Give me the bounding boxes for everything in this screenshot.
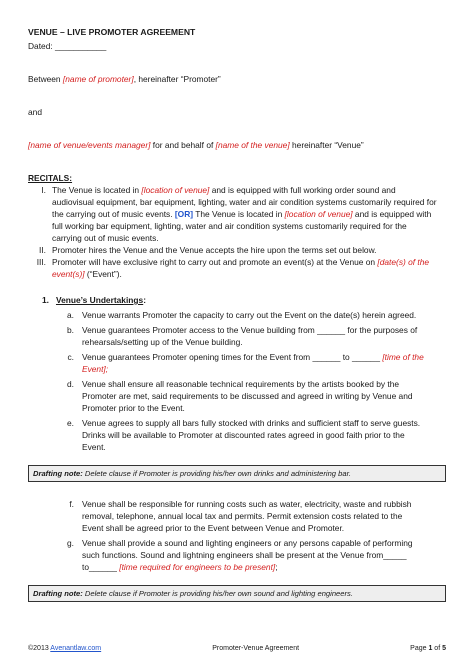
- between-line: Between [name of promoter], hereinafter “Promoter”: [28, 74, 221, 84]
- clause-item: b. Venue guarantees Promoter access to the Venue building from ______ for the purposes of rehearsals/setting up of the Venue building.: [67, 325, 418, 347]
- event-date-placeholder: [date(s) of the event(s)]: [52, 257, 430, 279]
- engineer-time-placeholder: [time required for engineers to be present]: [119, 562, 276, 572]
- section-heading: 1. Venue’s Undertakings:: [42, 295, 146, 305]
- recital-item: I. The Venue is located in [location of venue] and is equipped with full working order sound and audiovisual equipment, bar equipment, lighting, water and air condition systems customarily required for the carrying out of music events. [OR] The Venue is located in [location of venue] and is equipped with full working bar equipment, lighting, water and air condition systems customarily required for the carrying out of music events.: [41, 185, 437, 243]
- clause-item: d. Venue shall ensure all reasonable technical requirements by the artists booked by the Promoter are met, said requirements to be discussed and agreed in writing by Venue and Promoter prior to the Event.: [67, 379, 413, 413]
- clause-item: e. Venue agrees to supply all bars fully stocked with drinks and sufficient staff to serve guests. Drinks will be available to Promoter at discounted rates agreed in good faith prior to the Event.: [67, 418, 421, 452]
- recital-item: III. Promoter will have exclusive right to carry out and promote an event(s) at the Venue on [date(s) of the event(s)] (“Event”).: [36, 257, 430, 279]
- page-number: Page 1 of 5: [410, 645, 446, 652]
- and-line: and: [28, 107, 42, 117]
- website-link[interactable]: Avenantlaw.com: [50, 645, 102, 652]
- venue-line: [name of venue/events manager] for and behalf of [name of the venue] hereinafter “Venue”: [28, 140, 364, 150]
- footer-doc-name: Promoter-Venue Agreement: [212, 645, 300, 652]
- clause-item: c. Venue guarantees Promoter opening times for the Event from ______ to ______ [time of the Event];: [67, 352, 424, 374]
- footer-copyright: ©2013 Avenantlaw.com: [28, 645, 102, 652]
- venue-name-placeholder: [name of the venue]: [215, 140, 290, 150]
- venue-location-placeholder: [location of venue]: [284, 209, 353, 219]
- venue-manager-placeholder: [name of venue/events manager]: [28, 140, 151, 150]
- clause-item: g. Venue shall provide a sound and lighting engineers or any persons capable of performing such functions. Sound and lightning engineers shall be present at the Venue from_____ to______ [time required for engineers to be present];: [67, 538, 413, 572]
- drafting-note: Drafting note: Delete clause if Promoter is providing his/her own drinks and administering bar.: [28, 465, 446, 482]
- or-marker: [OR]: [174, 209, 194, 219]
- drafting-note: Drafting note: Delete clause if Promoter is providing his/her own sound and lighting engineers.: [28, 585, 446, 602]
- promoter-name-placeholder: [name of promoter]: [62, 74, 134, 84]
- document-title: VENUE – LIVE PROMOTER AGREEMENT: [28, 27, 196, 37]
- page-footer: [28, 643, 446, 655]
- clause-item: f. Venue shall be responsible for running costs such as water, electricity, waste and rubbish removal, telephone, annual local tax and permits. Permit extension costs related to the Event shall be agreed prior to the Event between Venue and Promoter.: [69, 499, 412, 533]
- event-time-placeholder: [time of the Event];: [82, 352, 424, 374]
- dated-line: Dated: ___________: [28, 41, 107, 51]
- clause-item: a. Venue warrants Promoter the capacity to carry out the Event on the date(s) herein agreed.: [67, 310, 417, 320]
- recitals-heading: RECITALS:: [28, 173, 73, 183]
- venue-location-placeholder: [location of venue]: [141, 185, 210, 195]
- recital-item: II. Promoter hires the Venue and the Venue accepts the hire upon the terms set out below.: [39, 245, 377, 255]
